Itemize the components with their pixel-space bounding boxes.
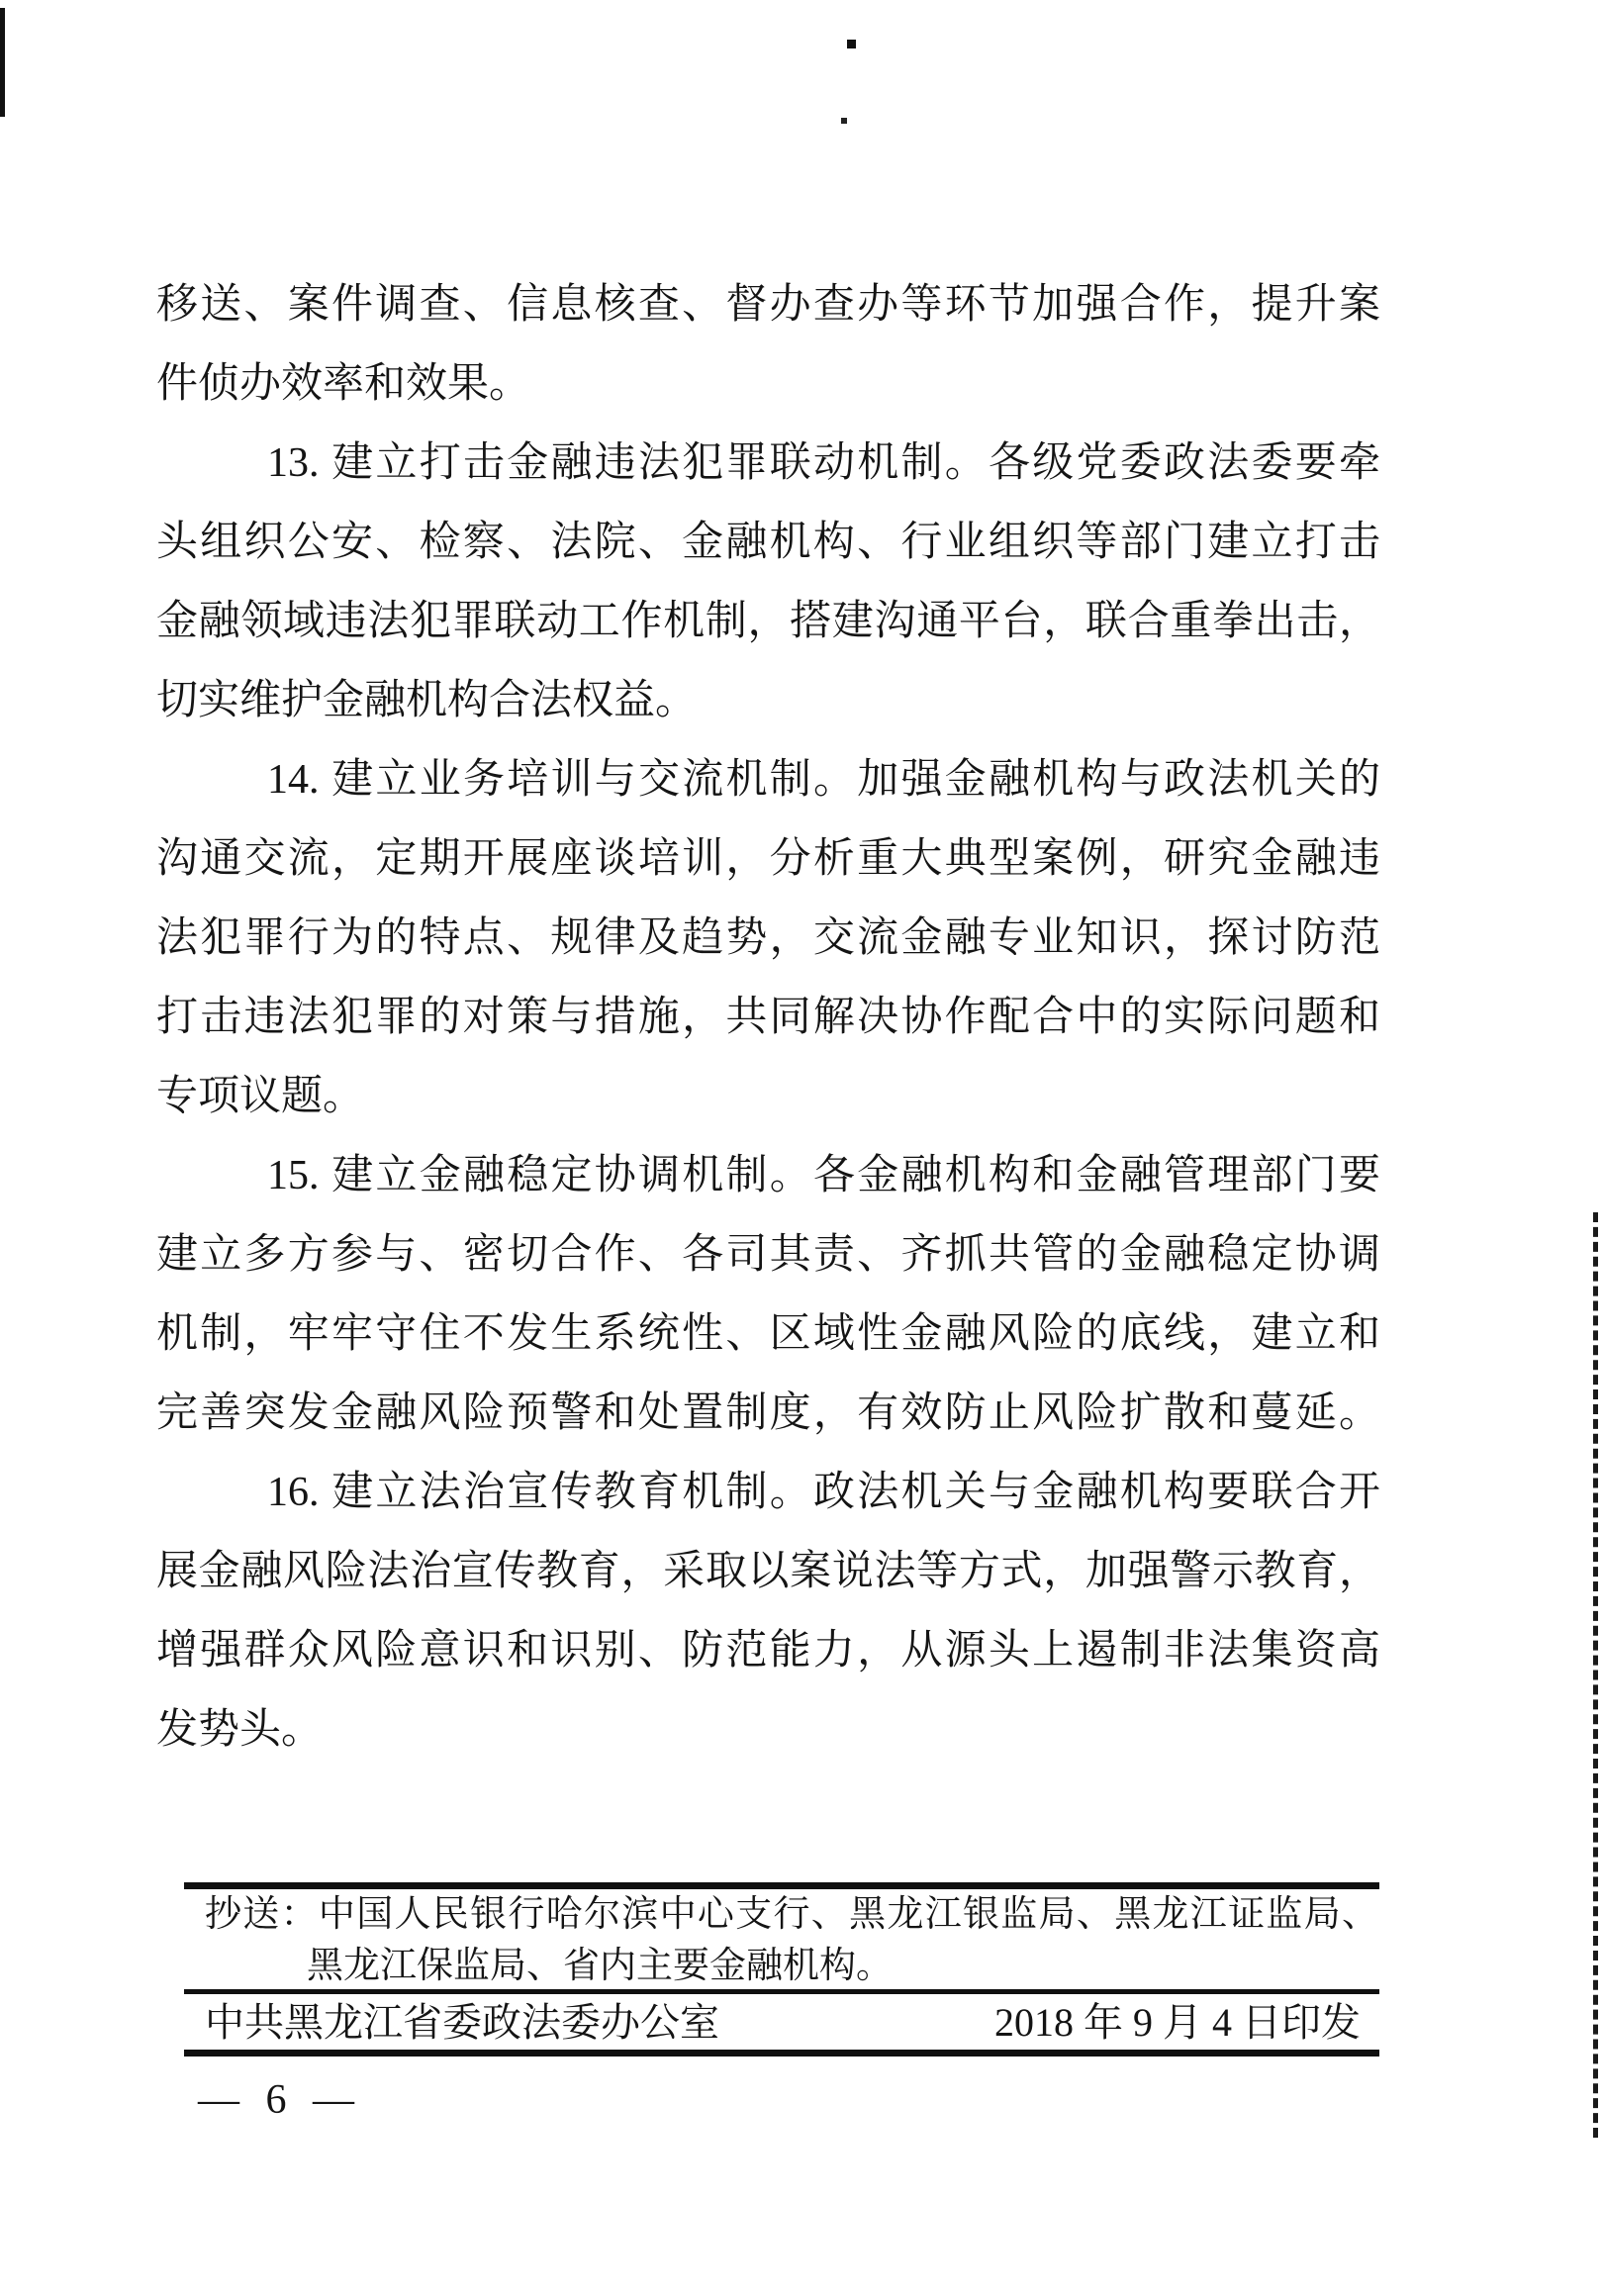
body-text — [156, 265, 1380, 1770]
text-line: 专项议题。 — [156, 1074, 365, 1119]
text-line: 打击违法犯罪的对策与措施，共同解决协作配合中的实际问题和 — [156, 995, 1380, 1040]
text-line-item-15: 15. 建立金融稳定协调机制。各金融机构和金融管理部门要 — [267, 1153, 1380, 1198]
text-line-item-13: 13. 建立打击金融违法犯罪联动机制。各级党委政法委要牵 — [267, 440, 1380, 486]
text-line: 增强群众风险意识和识别、防范能力，从源头上遏制非法集资高 — [156, 1628, 1380, 1674]
text-line: 移送、案件调查、信息核查、督办查办等环节加强合作，提升案 — [156, 282, 1380, 328]
text-line: 法犯罪行为的特点、规律及趋势，交流金融专业知识，探讨防范 — [156, 915, 1380, 961]
footer-rule-middle — [184, 1989, 1379, 1994]
left-edge-scan-artifact — [0, 8, 5, 117]
scan-speck — [847, 40, 856, 48]
scan-speck — [841, 118, 847, 124]
text-line: 头组织公安、检察、法院、金融机构、行业组织等部门建立打击 — [156, 520, 1380, 565]
text-line-item-16: 16. 建立法治宣传教育机制。政法机关与金融机构要联合开 — [267, 1470, 1380, 1515]
print-date: 2018 年 9 月 4 日印发 — [994, 2000, 1361, 2045]
copy-to-line: 抄送：中国人民银行哈尔滨中心支行、黑龙江银监局、黑龙江证监局、 — [205, 1894, 1378, 1935]
text-line: 切实维护金融机构合法权益。 — [156, 678, 698, 723]
right-edge-scan-artifact — [1593, 1212, 1598, 2138]
text-line: 完善突发金融风险预警和处置制度，有效防止风险扩散和蔓延。 — [156, 1390, 1380, 1436]
text-line: 建立多方参与、密切合作、各司其责、齐抓共管的金融稳定协调 — [156, 1232, 1380, 1278]
footer-rule-top — [184, 1882, 1379, 1889]
text-line: 机制，牢牢守住不发生系统性、区域性金融风险的底线，建立和 — [156, 1311, 1380, 1357]
copy-to-line: 黑龙江保监局、省内主要金融机构。 — [307, 1946, 893, 1986]
text-line: 发势头。 — [156, 1707, 324, 1753]
text-line: 件侦办效率和效果。 — [156, 361, 531, 407]
text-line: 沟通交流，定期开展座谈培训，分析重大典型案例，研究金融违 — [156, 836, 1380, 882]
page-number: — 6 — — [198, 2077, 362, 2123]
text-line-item-14: 14. 建立业务培训与交流机制。加强金融机构与政法机关的 — [267, 757, 1380, 803]
text-line: 金融领域违法犯罪联动工作机制，搭建沟通平台，联合重拳出击， — [156, 599, 1380, 644]
issuer-row — [205, 1995, 1361, 2051]
issuing-office: 中共黑龙江省委政法委办公室 — [205, 2000, 719, 2045]
text-line: 展金融风险法治宣传教育，采取以案说法等方式，加强警示教育， — [156, 1549, 1380, 1594]
footer-rule-bottom — [184, 2050, 1379, 2057]
copy-to-block — [205, 1889, 1378, 1992]
